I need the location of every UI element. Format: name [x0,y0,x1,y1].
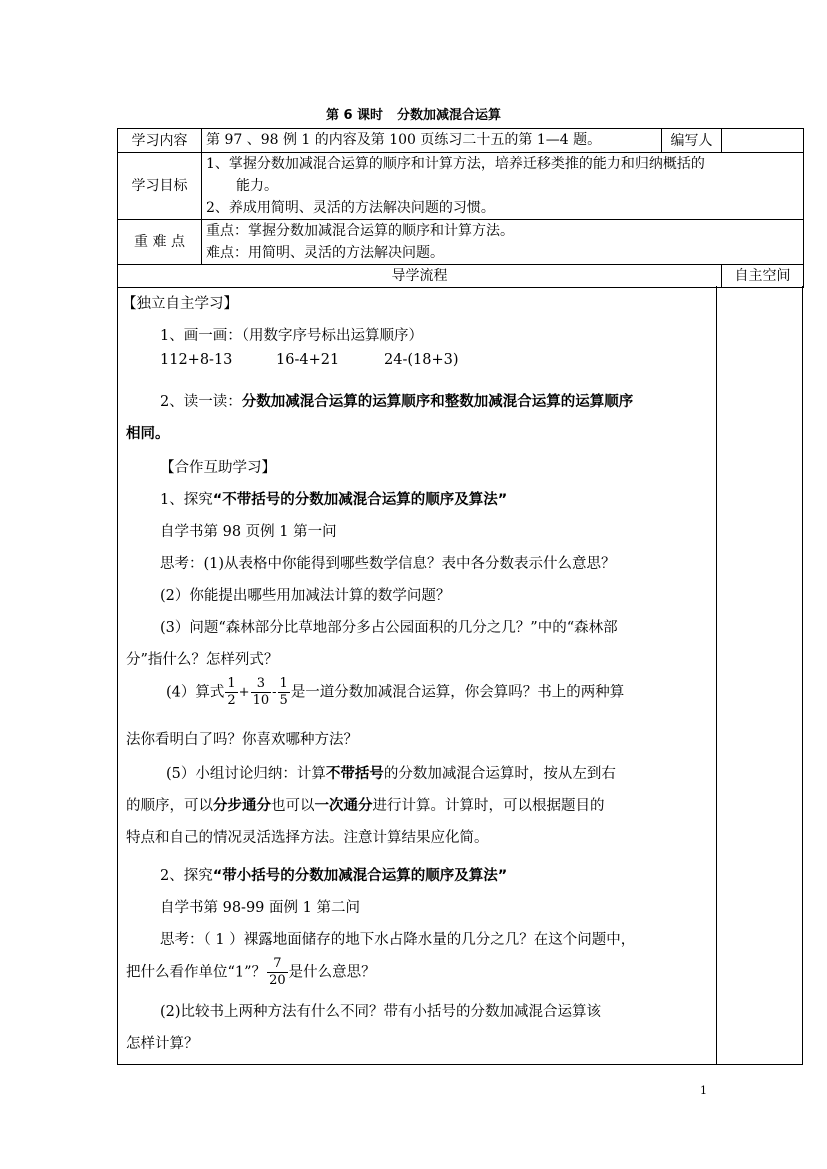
line-summary-3: 特点和自己的情况灵活选择方法。注意计算结果应化简。 [126,830,489,846]
summary-bold-3: 一次通分 [314,798,373,814]
key-text [202,220,804,265]
read-prefix: 2、读一读： [160,394,242,410]
line-think-6b: 怎样计算？ [126,1036,199,1052]
explore-2-prefix: 2、探究 [160,868,213,884]
summary-bold-1: 不带括号 [325,766,384,782]
editor-value [722,129,804,153]
read-end: 相同。 [126,426,170,442]
line-think-1: 思考：(1)从表格中你能得到哪些数学信息？表中各分数表示什么意思？ [160,556,616,572]
line-selfstudy-1: 自学书第 98 页例 1 第一问 [160,524,337,540]
think-4-prefix: (4）算式 [166,684,225,701]
line-think-3b: 分”指什么？怎样列式？ [126,652,279,668]
think-4-suffix: 是一道分数加减混合运算，你会算吗？书上的两种算 [290,684,625,701]
line-selfstudy-2: 自学书第 98-99 面例 1 第二问 [160,900,360,916]
line-summary-1: (5）小组讨论归纳：计算不带括号的分数加减混合运算时，按从左到右 [166,766,616,782]
explore-2-title: “带小括号的分数加减混合运算的顺序及算法” [212,868,508,884]
expr-2: 16-4+21 [276,352,340,368]
flow-label: 导学流程 [118,265,722,288]
goal-text [202,153,804,220]
fraction-3-10: $\frac{3}{10}$ [252,676,270,708]
goal-2: 2、养成用简明、灵活的方法解决问题的习惯。 [206,200,495,216]
line-think-4b: 法你看明白了吗？你喜欢哪种方法？ [126,732,358,748]
summary-bold-2: 分步通分 [213,798,271,814]
line-think-6a: (2)比较书上两种方法有什么不同？带有小括号的分数加减混合运算该 [160,1004,602,1020]
guide-flow-content [117,286,717,1065]
fraction-1-5: $\frac{1}{5}$ [279,676,288,708]
self-space-column [715,286,803,1065]
page-title [0,104,827,123]
goal-1b: 能力。 [236,178,278,194]
fraction-7-20: $\frac{7}{20}$ [269,956,286,988]
line-summary-2: 的顺序，可以分步通分也可以一次通分进行计算。计算时，可以根据题目的 [126,798,605,814]
read-bold: 分数加减混合运算的运算顺序和整数加减混合运算的运算顺序 [241,394,634,410]
line-draw: 1、画一画：（用数字序号标出运算顺序） [160,328,423,344]
line-think-2: (2）你能提出哪些用加减法计算的数学问题？ [160,588,451,604]
space-label: 自主空间 [722,265,804,288]
line-think-4a [166,676,624,709]
content-text: 第 97 、98 例 1 的内容及第 100 页练习二十五的第 1—4 题。 [202,129,662,153]
expr-1: 112+8-13 [160,352,233,368]
key-1: 重点：掌握分数加减混合运算的顺序和计算方法。 [206,223,514,239]
line-think-5a: 思考：（ 1 ）裸露地面储存的地下水占降水量的几分之几？在这个问题中， [160,932,636,948]
line-explore-2 [160,864,507,885]
section-independent: 【独立自主学习】 [122,296,238,312]
explore-1-title: “不带括号的分数加减混合运算的顺序及算法” [212,492,508,508]
plus-sign: + [238,685,250,700]
line-explore-1 [160,488,507,509]
lesson-topic: 分数加减混合运算 [397,108,502,123]
fraction-1-2: $\frac{1}{2}$ [227,676,236,708]
content-label: 学习内容 [118,129,202,153]
lesson-number: 第 6 课时 [325,108,384,123]
line-think-3a: (3）问题“森林部分比草地部分多占公园面积的几分之几？”中的“森林部 [160,620,618,636]
key-label: 重 难 点 [118,220,202,265]
goal-label: 学习目标 [118,153,202,220]
minus-sign: - [272,685,277,700]
section-cooperative: 【合作互助学习】 [160,460,276,476]
editor-label: 编写人 [662,129,722,153]
line-read [160,390,633,411]
line-think-5b: 把什么看作单位“1”？ $\frac{7}{20}$ 是什么意思？ [126,956,376,988]
expr-3: 24-(18+3) [384,352,459,368]
lesson-info-table [117,128,804,288]
explore-1-prefix: 1、探究 [160,492,213,508]
page-number: 1 [700,1084,707,1097]
goal-1a: 1、掌握分数加减混合运算的顺序和计算方法，培养迁移类推的能力和归纳概括的 [206,156,705,172]
key-2: 难点：用简明、灵活的方法解决问题。 [206,245,444,261]
